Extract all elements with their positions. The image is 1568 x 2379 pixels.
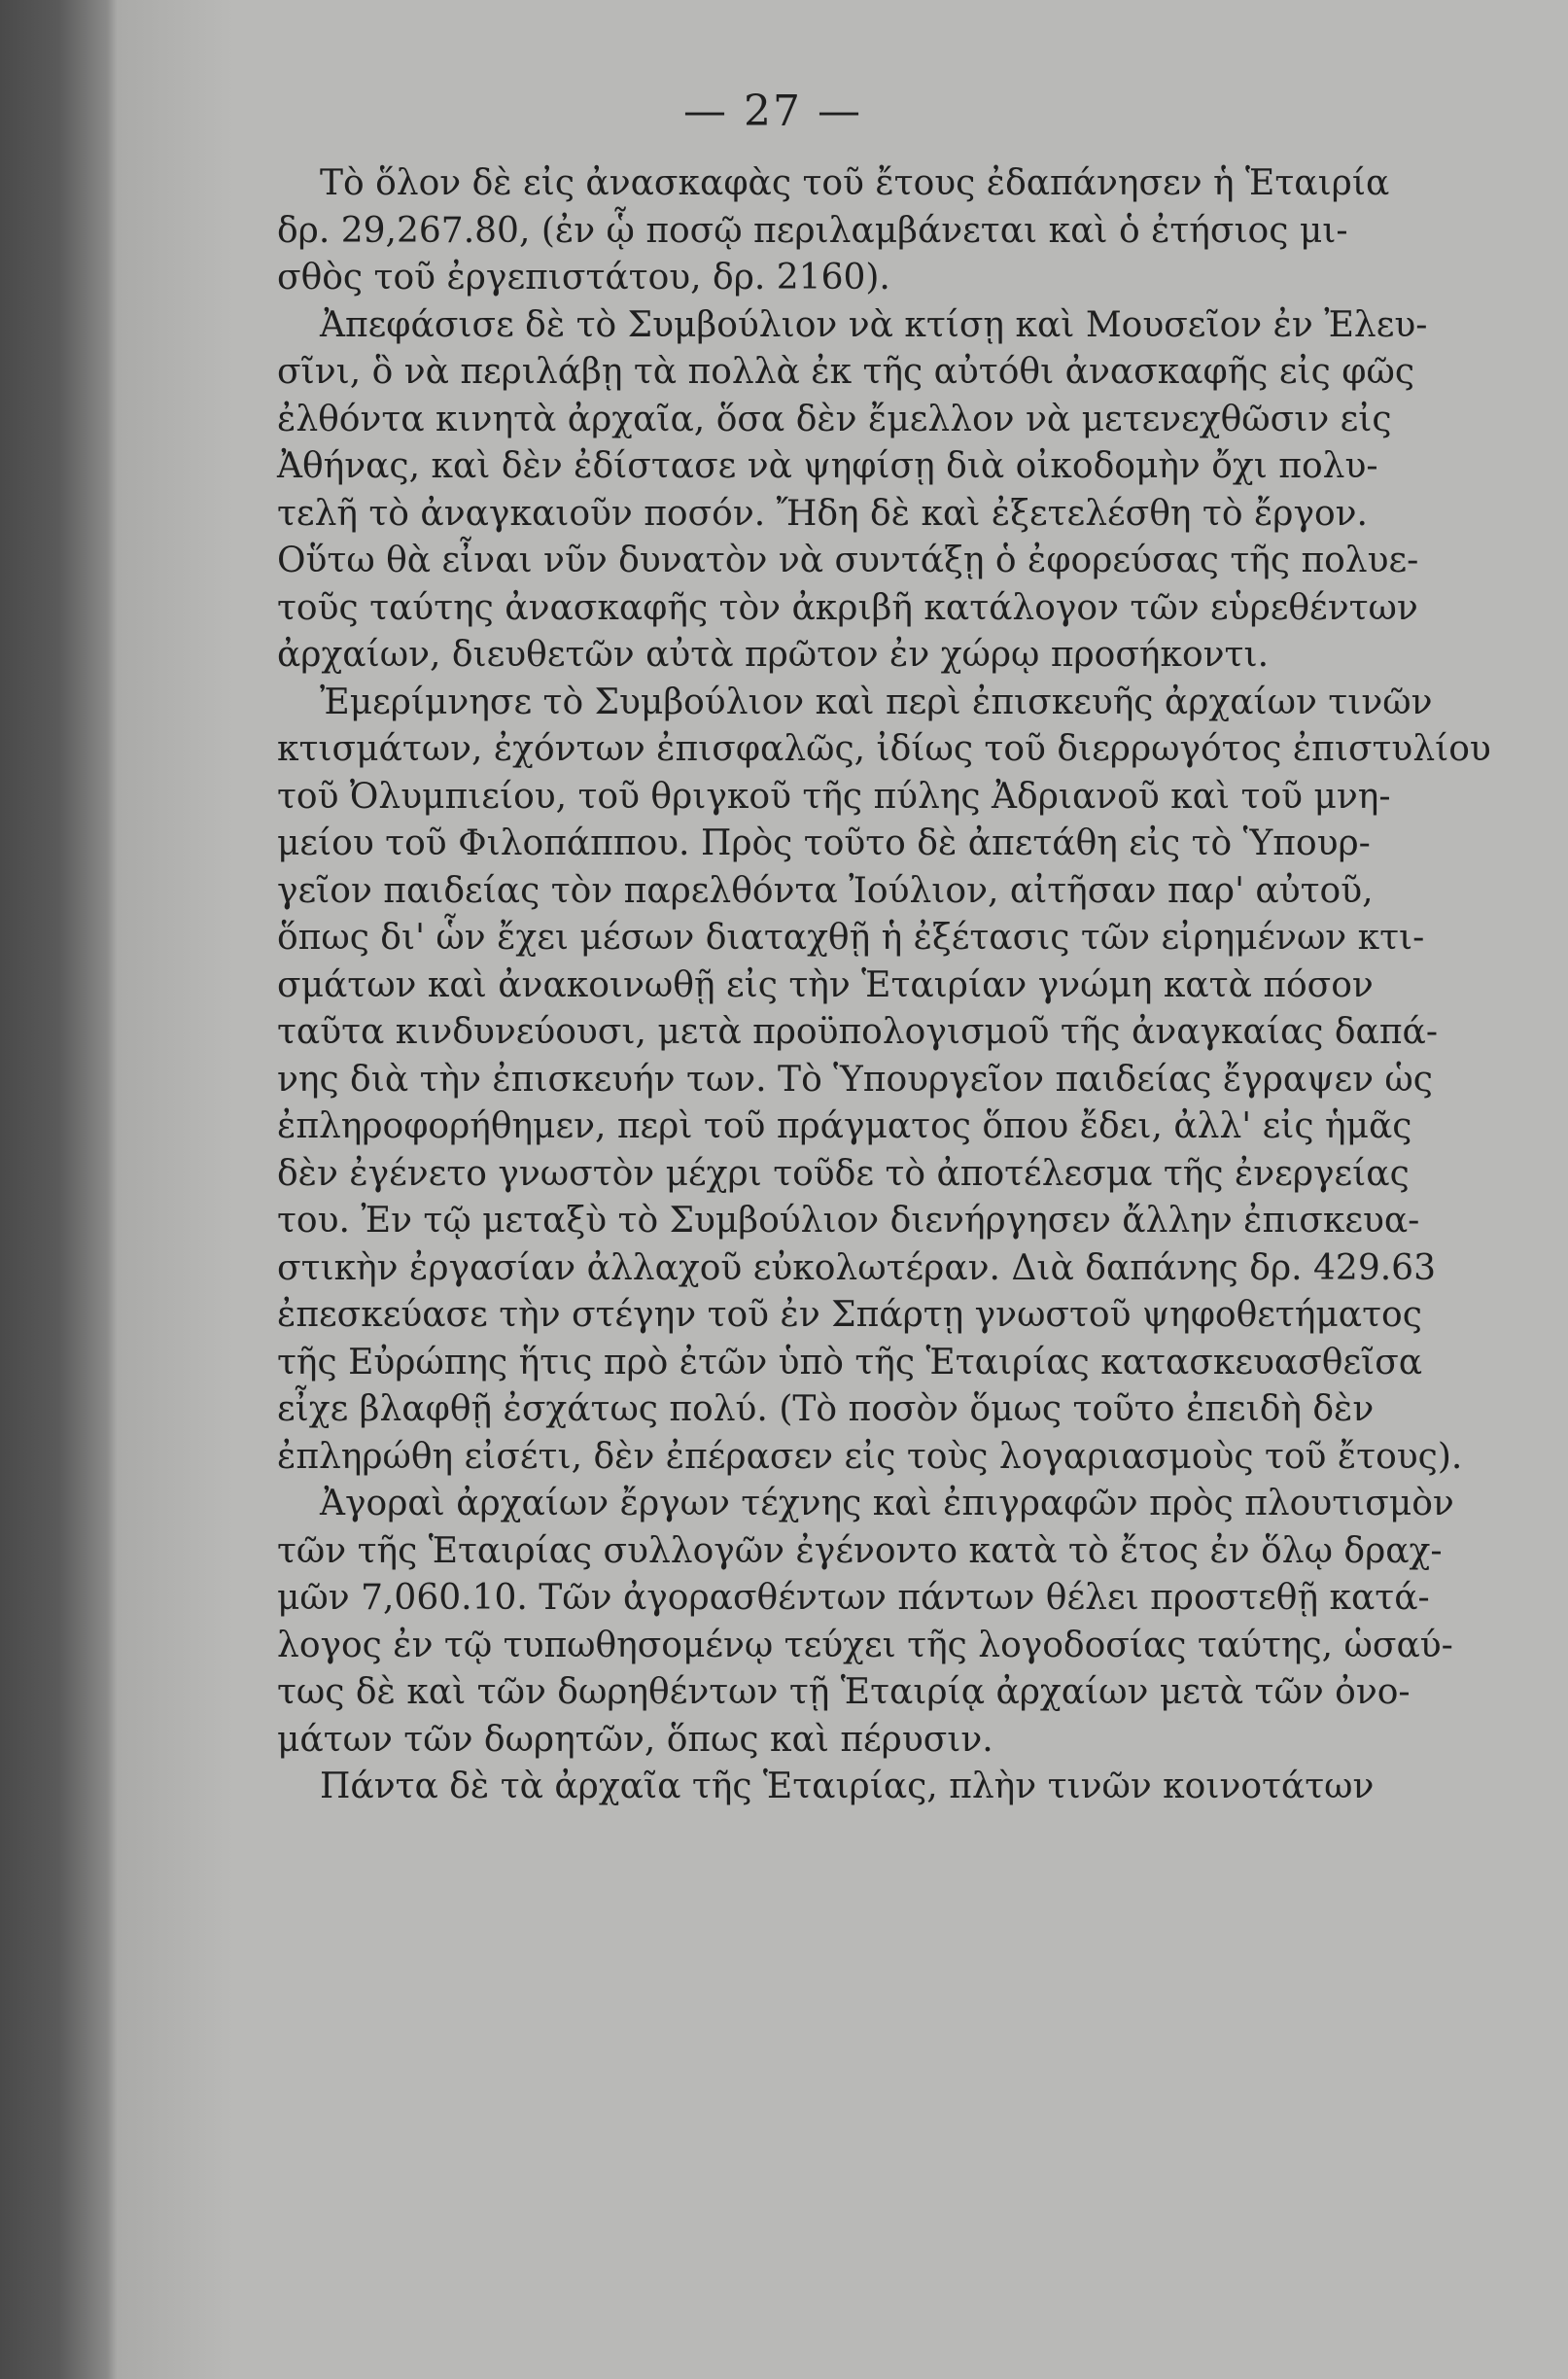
text-line: τως δὲ καὶ τῶν δωρηθέντων τῇ Ἑταιρίᾳ ἀρχαίων μετὰ τῶν ὀνο- (277, 1672, 1411, 1712)
text-line: ἐπεσκεύασε τὴν στέγην τοῦ ἐν Σπάρτῃ γνωστοῦ ψηφοθετήματος (277, 1295, 1422, 1335)
text-line: σθὸς τοῦ ἐργεπιστάτου, δρ. 2160). (277, 258, 890, 297)
text-line: στικὴν ἐργασίαν ἀλλαχοῦ εὐκολωτέραν. Διὰ δαπάνης δρ. 429.63 (277, 1247, 1436, 1288)
paragraph-1 (277, 160, 1390, 302)
text-line: τελῆ τὸ ἀναγκαιοῦν ποσόν. Ἤδη δὲ καὶ ἐξετελέσθη τὸ ἔργον. (277, 493, 1368, 534)
text-line: ὅπως δι' ὧν ἔχει μέσων διαταχθῇ ἡ ἐξέτασις τῶν εἰρημένων κτι- (277, 918, 1425, 958)
text-line: γεῖον παιδείας τὸν παρελθόντα Ἰούλιον, αἰτῆσαν παρ' αὐτοῦ, (277, 870, 1374, 911)
text-line: λογος ἐν τῷ τυπωθησομένῳ τεύχει τῆς λογοδοσίας ταύτης, ὡσαύ- (277, 1625, 1453, 1665)
page-number: — 27 — (683, 87, 862, 136)
text-line: Οὕτω θὰ εἶναι νῦν δυνατὸν νὰ συντάξῃ ὁ ἐφορεύσας τῆς πολυε- (277, 541, 1419, 580)
text-line: κτισμάτων, ἐχόντων ἐπισφαλῶς, ἰδίως τοῦ διερρωγότος ἐπιστυλίου (277, 729, 1491, 769)
text-line: δρ. 29,267.80, (ἐν ᾧ ποσῷ περιλαμβάνεται καὶ ὁ ἐτήσιος μι- (277, 210, 1348, 251)
text-line: ἐλθόντα κινητὰ ἀρχαῖα, ὅσα δὲν ἔμελλον νὰ μετενεχθῶσιν εἰς (277, 399, 1392, 439)
text-line: Ἀπεφάσισε δὲ τὸ Συμβούλιον νὰ κτίσῃ καὶ Μουσεῖον ἐν Ἐλευ- (320, 304, 1428, 345)
text-line: δὲν ἐγένετο γνωστὸν μέχρι τοῦδε τὸ ἀποτέλεσμα τῆς ἐνεργείας (277, 1153, 1410, 1194)
text-line: τῆς Εὐρώπης ἥτις πρὸ ἐτῶν ὑπὸ τῆς Ἑταιρίας κατασκευασθεῖσα (277, 1342, 1423, 1382)
text-line: τοῦ Ὀλυμπιείου, τοῦ θριγκοῦ τῆς πύλης Ἀδριανοῦ καὶ τοῦ μνη- (277, 776, 1391, 817)
text-line: τοῦς ταύτης ἀνασκαφῆς τὸν ἀκριβῆ κατάλογον τῶν εὑρεθέντων (277, 587, 1418, 628)
text-line: τῶν τῆς Ἑταιρίας συλλογῶν ἐγένοντο κατὰ τὸ ἔτος ἐν ὅλῳ δραχ- (277, 1530, 1443, 1571)
text-line: του. Ἐν τῷ μεταξὺ τὸ Συμβούλιον διενήργησεν ἄλλην ἐπισκευα- (277, 1201, 1420, 1241)
text-line: ταῦτα κινδυνεύουσι, μετὰ προϋπολογισμοῦ τῆς ἀναγκαίας δαπά- (277, 1012, 1438, 1052)
paragraph-2 (277, 302, 1428, 680)
text-line: σμάτων καὶ ἀνακοινωθῇ εἰς τὴν Ἑταιρίαν γνώμη κατὰ πόσον (277, 964, 1374, 1005)
text-line: μάτων τῶν δωρητῶν, ὅπως καὶ πέρυσιν. (277, 1719, 993, 1760)
text-line: μείου τοῦ Φιλοπάππου. Πρὸς τοῦτο δὲ ἀπετάθη εἰς τὸ Ὑπουρ- (277, 823, 1371, 863)
paragraph-5 (277, 1764, 1375, 1811)
paragraph-3 (277, 680, 1491, 1482)
text-line: Ἀγοραὶ ἀρχαίων ἔργων τέχνης καὶ ἐπιγραφῶν πρὸς πλουτισμὸν (320, 1484, 1454, 1523)
text-line: ἐπληροφορήθημεν, περὶ τοῦ πράγματος ὅπου ἔδει, ἀλλ' εἰς ἡμᾶς (277, 1106, 1412, 1146)
text-line: Ἐμερίμνησε τὸ Συμβούλιον καὶ περὶ ἐπισκευῆς ἀρχαίων τινῶν (320, 682, 1433, 722)
text-line: νης διὰ τὴν ἐπισκευήν των. Τὸ Ὑπουργεῖον παιδείας ἔγραψεν ὡς (277, 1059, 1433, 1100)
text-line: μῶν 7,060.10. Τῶν ἀγορασθέντων πάντων θέλει προστεθῇ κατά- (277, 1578, 1430, 1618)
paragraph-4 (277, 1481, 1454, 1764)
text-line: Τὸ ὅλον δὲ εἰς ἀνασκαφὰς τοῦ ἔτους ἐδαπάνησεν ἡ Ἑταιρία (320, 163, 1390, 203)
book-binding-gutter (0, 0, 117, 2379)
text-line: εἶχε βλαφθῇ ἐσχάτως πολύ. (Τὸ ποσὸν ὅμως τοῦτο ἐπειδὴ δὲν (277, 1389, 1375, 1429)
gutter-shadow (117, 0, 233, 2379)
text-line: Πάντα δὲ τὰ ἀρχαῖα τῆς Ἑταιρίας, πλὴν τινῶν κοινοτάτων (320, 1767, 1375, 1806)
text-line: ἀρχαίων, διευθετῶν αὐτὰ πρῶτον ἐν χώρῳ προσήκοντι. (277, 635, 1270, 675)
text-line: Ἀθήνας, καὶ δὲν ἐδίστασε νὰ ψηφίσῃ διὰ οἰκοδομὴν ὄχι πολυ- (277, 446, 1378, 486)
page-text (277, 160, 1491, 1811)
text-line: σῖνι, ὃ νὰ περιλάβῃ τὰ πολλὰ ἐκ τῆς αὐτόθι ἀνασκαφῆς εἰς φῶς (277, 352, 1414, 392)
book-page (243, 83, 1491, 2085)
text-line: ἐπληρώθη εἰσέτι, δὲν ἐπέρασεν εἰς τοὺς λογαριασμοὺς τοῦ ἔτους). (277, 1436, 1463, 1477)
